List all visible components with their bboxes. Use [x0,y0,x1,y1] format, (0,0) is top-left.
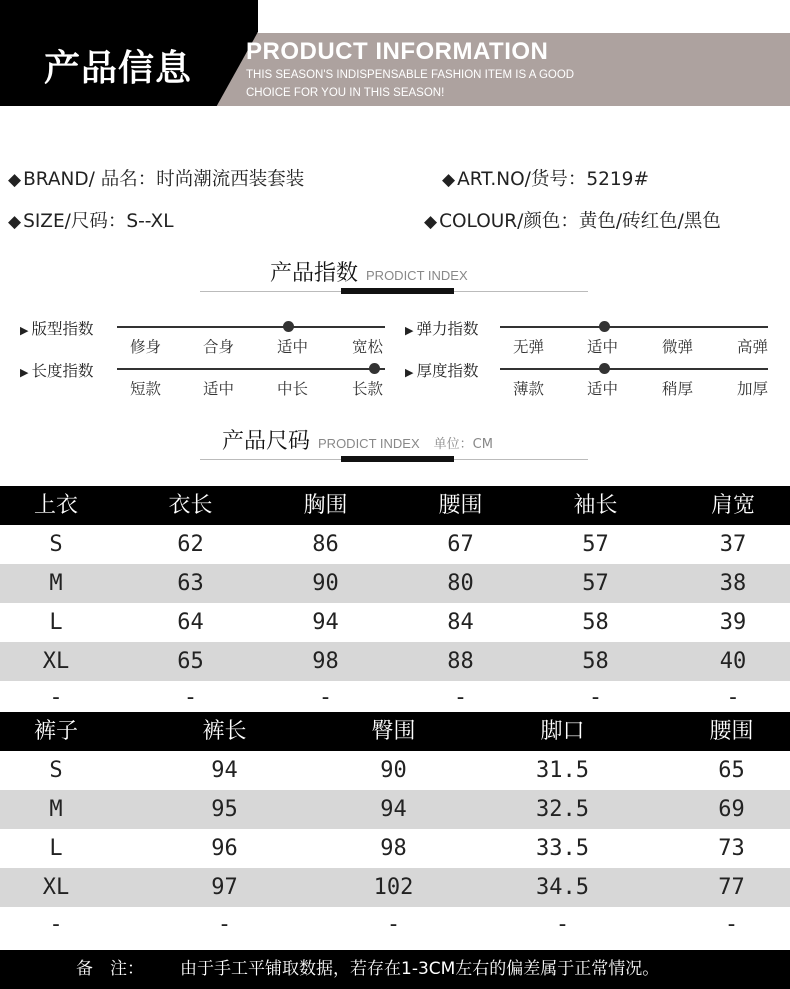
info-colour: ◆ COLOUR/颜色：黄色/砖红色/黑色 [424,211,721,232]
index-length-marker [369,363,380,374]
index-thickness-marker [599,363,610,374]
index-thickness-option: 薄款 [513,380,545,398]
index-elasticity-line [500,326,768,328]
index-thickness-line [500,368,768,370]
header-cell: 上衣 [33,493,78,518]
table-row: M 63 90 80 57 38 [0,564,790,603]
index-length-option: 适中 [203,380,235,398]
index-elasticity-marker [599,321,610,332]
index-fit-option: 修身 [130,338,162,356]
header-cell: 腰围 [438,493,483,518]
diamond-icon: ◆ [8,170,22,190]
info-size: ◆ SIZE/尺码：S--XL [8,211,174,232]
table-row: XL 97 102 34.5 77 [0,868,790,907]
index-length-option: 短款 [130,380,162,398]
index-fit-line [117,326,385,328]
index-thickness-option: 适中 [587,380,619,398]
header-title-en: PRODUCT INFORMATION [246,38,549,65]
index-length-label: ▶ 长度指数 [20,362,94,380]
index-section-bar [341,288,454,294]
index-elasticity-option: 高弹 [737,338,769,356]
index-thickness-option: 稍厚 [662,380,694,398]
table-row: S 94 90 31.5 65 [49,758,745,783]
index-length-line [117,368,385,370]
diamond-icon: ◆ [442,170,456,190]
header-banner [0,0,790,122]
index-thickness-option: 加厚 [737,380,769,398]
table-row: L 96 98 33.5 73 [49,836,745,861]
table-row: M 95 94 32.5 69 [0,790,790,829]
table-row: - - - - - [49,912,739,937]
header-cell: 裤子 [33,719,78,744]
index-section-title: 产品指数 PRODICT INDEX [270,261,468,286]
arrow-right-icon: ▶ [405,324,414,337]
index-length-option: 中长 [277,380,309,398]
diamond-icon: ◆ [424,212,438,232]
index-fit-option: 宽松 [352,338,384,356]
note-text: 由于手工平铺取数据，若存在1-3CM左右的偏差属于正常情况。 [180,959,660,979]
header-subtitle: THIS SEASON'S INDISPENSABLE FASHION ITEM IS A GOOD CHOICE FOR YOU IN THIS SEASON! [246,69,575,99]
size-section-title: 产品尺码 PRODICT INDEX 单位：CM [222,429,493,454]
info-art-no: ◆ ART.NO/货号：5219# [442,169,649,190]
size-section-bar [341,456,454,462]
info-brand: ◆ BRAND/ 品名：时尚潮流西装套装 [8,169,305,190]
index-length-option: 长款 [352,380,384,398]
index-elasticity-option: 适中 [587,338,619,356]
header-cell: 腰围 [709,719,754,744]
index-thickness-label: ▶ 厚度指数 [405,362,479,380]
index-fit-option: 合身 [203,338,235,356]
index-fit-label: ▶ 版型指数 [20,320,94,338]
header-cell: 胸围 [303,493,348,518]
header-cell: 臀围 [371,719,416,744]
header-title-cn: 产品信息 [44,47,193,89]
index-fit-marker [283,321,294,332]
footer-note [0,950,790,989]
header-cell: 裤长 [202,719,247,744]
header-cell: 袖长 [573,493,618,518]
table-row: - - - - - - [49,685,740,710]
top-table-header [0,486,790,525]
index-fit-option: 适中 [277,338,309,356]
note-label: 备 注： [76,959,144,979]
table-row: S 62 86 67 57 37 [49,532,747,557]
index-elasticity-option: 无弹 [513,338,545,356]
pants-table-header [0,712,790,751]
table-row: L 64 94 84 58 39 [49,610,747,635]
index-elasticity-option: 微弹 [662,338,694,356]
index-elasticity-label: ▶ 弹力指数 [405,320,479,338]
arrow-right-icon: ▶ [405,366,414,379]
header-cell: 衣长 [168,493,213,518]
arrow-right-icon: ▶ [20,366,29,379]
arrow-right-icon: ▶ [20,324,29,337]
diamond-icon: ◆ [8,212,22,232]
header-cell: 肩宽 [710,493,755,518]
table-row: XL 65 98 88 58 40 [0,642,790,681]
header-cell: 脚口 [540,719,585,744]
